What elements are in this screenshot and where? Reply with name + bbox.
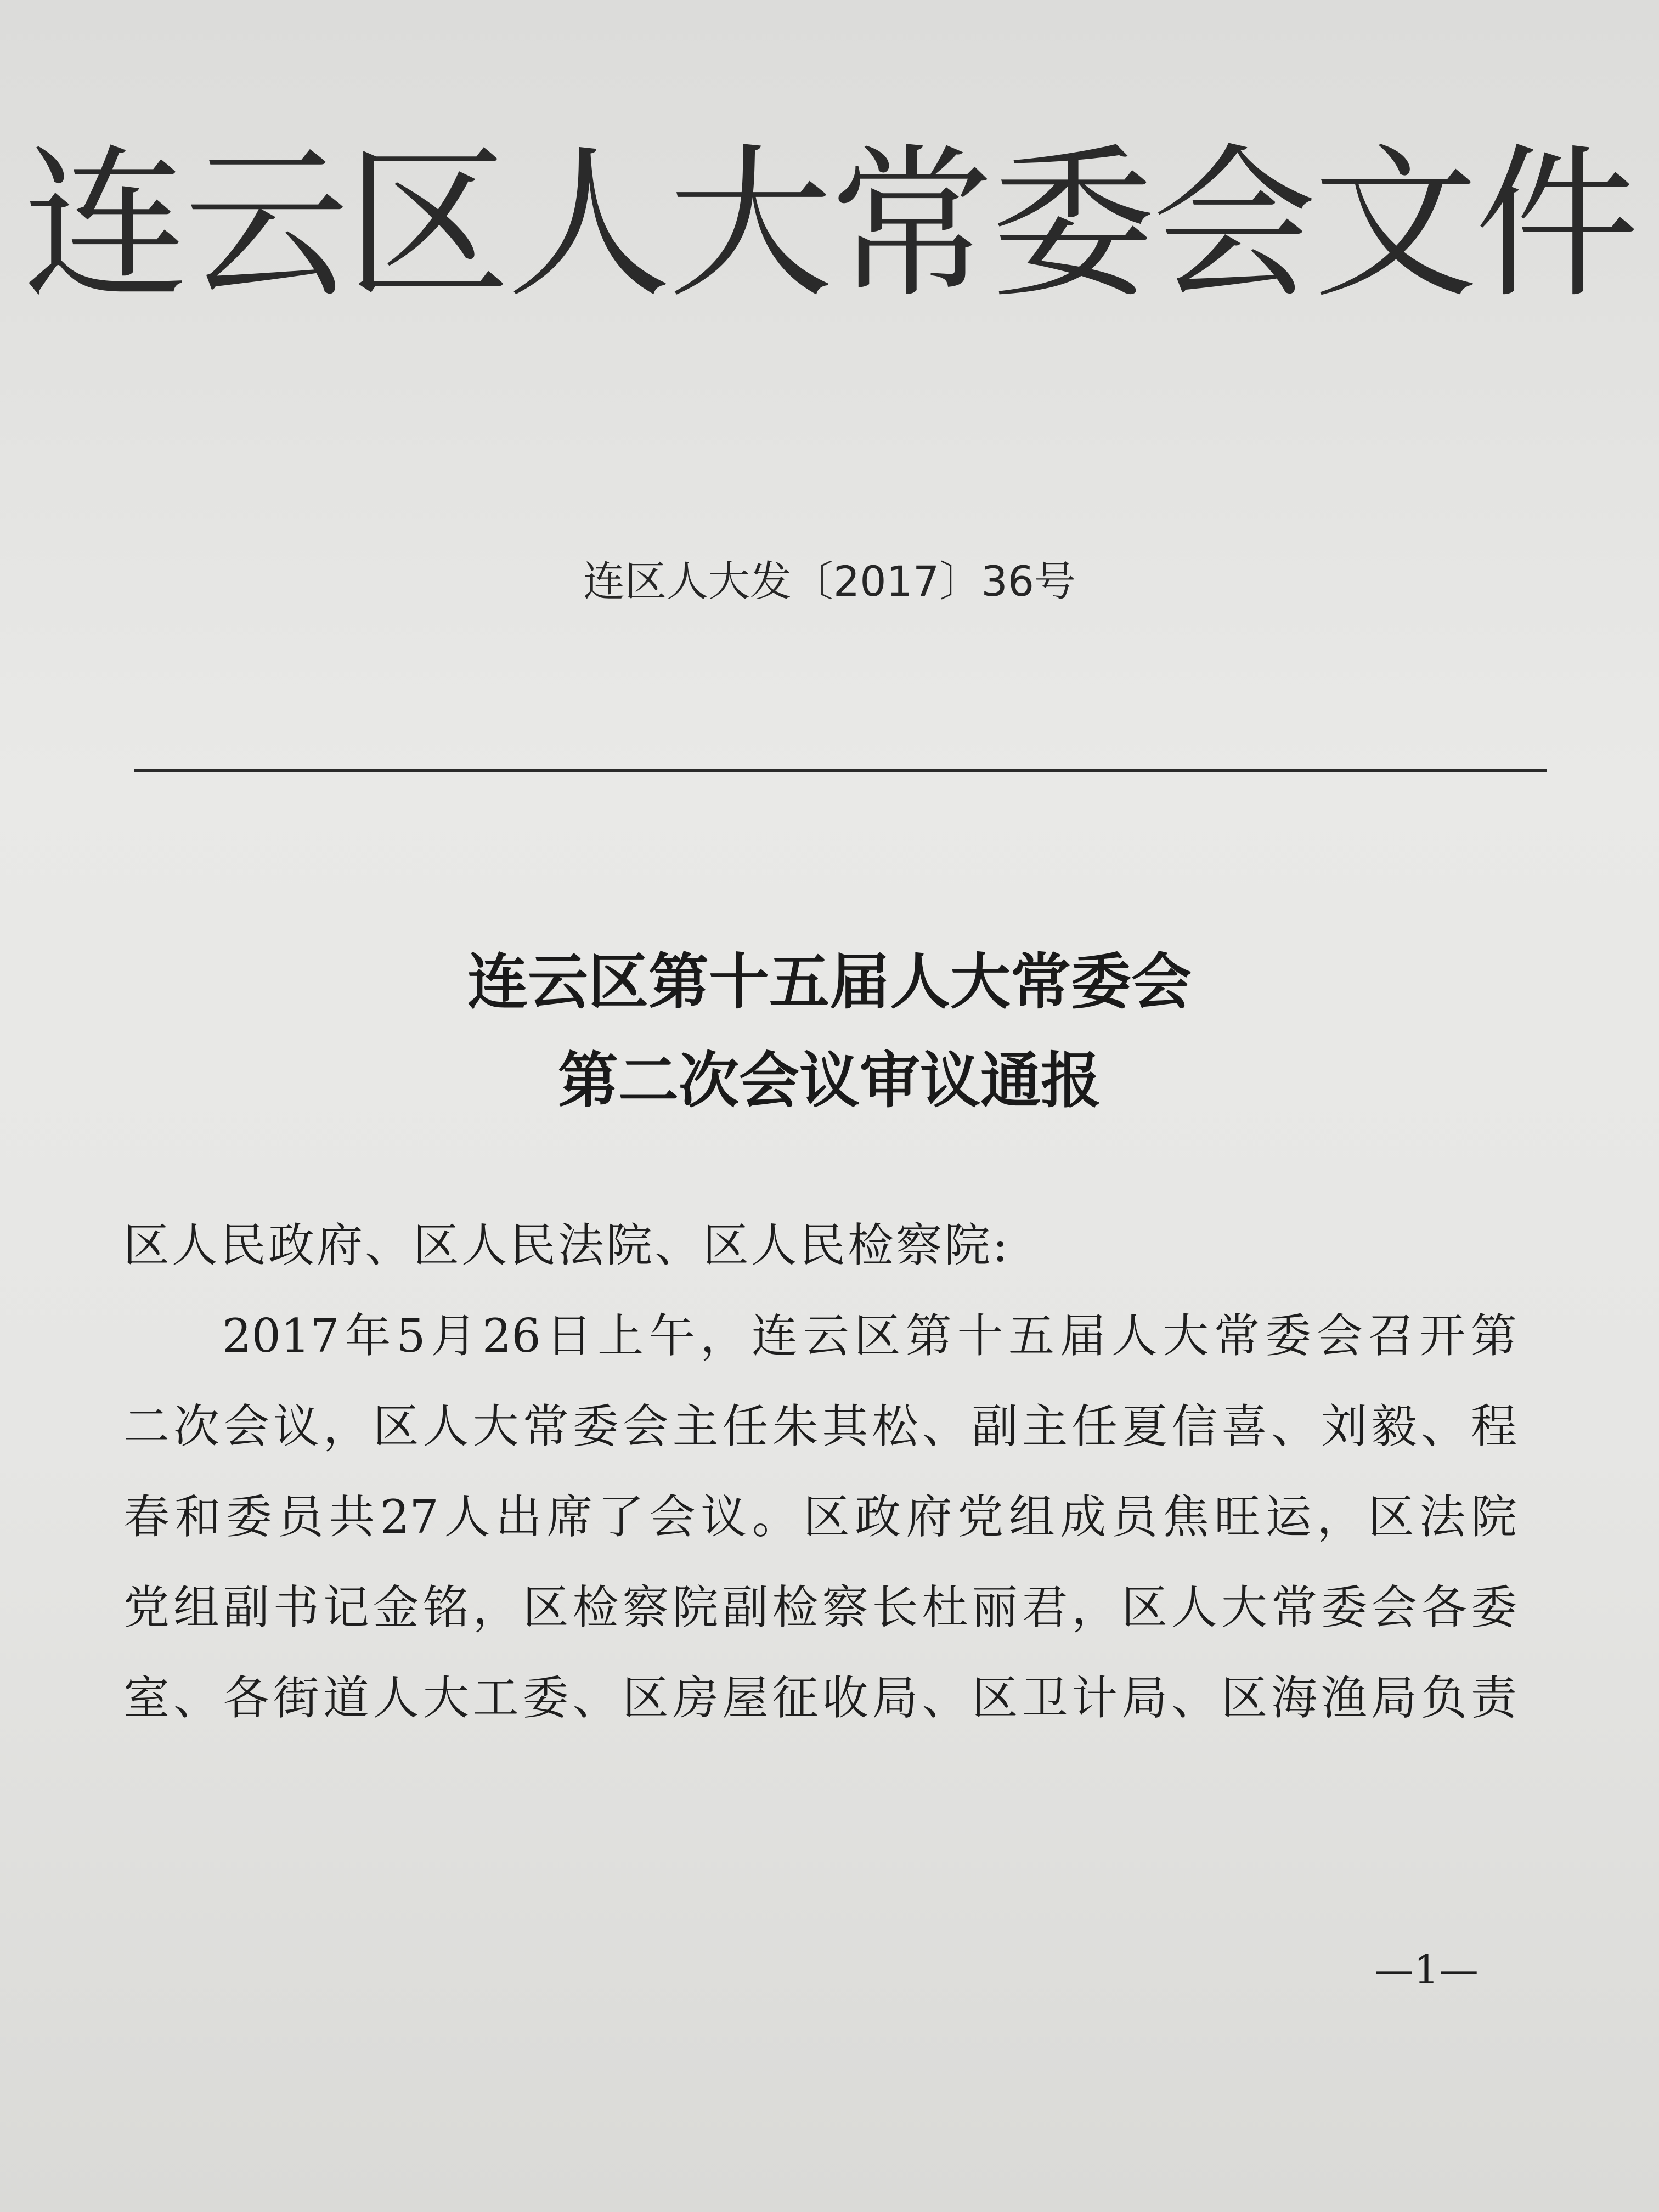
notice-title-line-2: 第二次会议审议通报	[558, 1046, 1101, 1116]
page-number: —1—	[1374, 1946, 1479, 1993]
salutation: 区人民政府、区人民法院、区人民检察院:	[123, 1218, 1011, 1272]
header-divider-rule	[134, 769, 1547, 772]
body-line-4: 党组副书记金铭，区检察院副检察长杜丽君，区人大常委会各委	[123, 1581, 1517, 1634]
body-line-2: 二次会议，区人大常委会主任朱其松、副主任夏信喜、刘毅、程	[123, 1400, 1517, 1453]
body-line-5: 室、各街道人大工委、区房屋征收局、区卫计局、区海渔局负责	[123, 1671, 1517, 1725]
body-line-3: 春和委员共27人出席了会议。区政府党组成员焦旺运，区法院	[123, 1490, 1517, 1544]
document-number: 连区人大发〔2017〕36号	[583, 557, 1076, 606]
body-line-1: 2017年5月26日上午，连云区第十五届人大常委会召开第	[222, 1309, 1517, 1363]
notice-title-line-1: 连云区第十五届人大常委会	[467, 947, 1192, 1017]
document-header-title: 连云区人大常委会文件	[23, 129, 1636, 320]
